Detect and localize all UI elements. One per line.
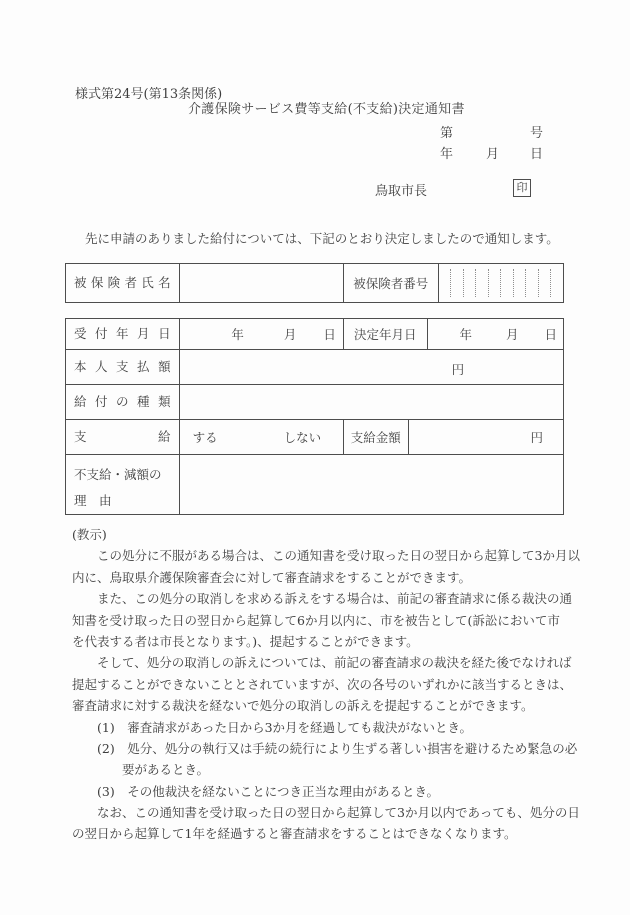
insured-name-field <box>179 264 343 302</box>
insured-number-digit-cell <box>538 269 551 297</box>
insured-number-grid <box>438 264 563 302</box>
decision-table <box>65 318 564 515</box>
payment-amount-field <box>408 420 563 454</box>
reason-row <box>66 454 563 514</box>
decision-day-label: 日 <box>544 327 557 342</box>
notice-line: 提起することができないこととされていますが、次の各号のいずれかに該当するときは、 <box>72 676 573 692</box>
notice-line: 内に、鳥取県介護保険審査会に対して審査請求をすることができます。 <box>72 569 472 585</box>
insured-name-label: 被保険者氏名 <box>74 275 171 290</box>
notice-item-1: (1) 審査請求があった日から3か月を経過しても裁決がないとき。 <box>97 719 473 735</box>
decision-year-label: 年 <box>459 327 472 342</box>
notice-item-2: (2) 処分、処分の執行又は手続の続行により生ずる著しい損害を避けるため緊急の必 <box>97 740 578 756</box>
notice-line: そして、処分の取消しの訴えについては、前記の審査請求の裁決を経た後でなければ <box>97 655 572 671</box>
insured-number-digit-cell <box>513 269 526 297</box>
reception-year-label: 年 <box>231 327 244 342</box>
insured-number-digit-cell <box>488 269 501 297</box>
payment-label: 支給 <box>74 429 171 444</box>
issuer-name: 鳥取市長 <box>375 184 428 199</box>
header-date-month-label: 月 <box>486 147 500 162</box>
notice-line: 知書を受け取った日の翌日から起算して6か月以内に、市を被告として(訴訟において市 <box>72 612 560 628</box>
reception-date-field <box>179 319 343 349</box>
reception-day-label: 日 <box>323 327 336 342</box>
insured-number-digit-cell <box>525 269 538 297</box>
self-payment-field <box>179 350 563 384</box>
notice-item-3: (3) その他裁決を経ないことにつき正当な理由があるとき。 <box>97 783 439 799</box>
reception-decision-row <box>66 319 563 349</box>
notice-line: を代表する者は市長となります。)、提起することができます。 <box>72 633 419 649</box>
header-date-year-label: 年 <box>440 147 454 162</box>
notice-line: 要があるとき。 <box>122 762 210 778</box>
benefit-type-label: 給付の種類 <box>74 394 171 409</box>
decision-date-field <box>427 319 563 349</box>
doc-number-prefix: 第 <box>440 126 454 141</box>
payment-amount-unit: 円 <box>530 430 543 445</box>
reason-label-line1: 不支給・減額の <box>74 467 162 482</box>
self-payment-row <box>66 349 563 384</box>
payment-amount-label: 支給金額 <box>343 420 408 454</box>
appeal-notice <box>72 524 580 845</box>
insured-number-digit-cell <box>439 269 451 297</box>
insured-table <box>65 263 564 303</box>
reason-field <box>179 455 563 514</box>
insured-number-digit-cell <box>550 269 563 297</box>
payment-row <box>66 419 563 454</box>
insured-number-digit-cell <box>450 269 463 297</box>
notice-line: なお、この通知書を受け取った日の翌日から起算して3か月以内であっても、処分の日 <box>97 805 580 821</box>
notice-heading: (教示) <box>72 527 107 542</box>
reception-month-label: 月 <box>283 327 297 342</box>
reception-date-label: 受付年月日 <box>74 326 171 341</box>
insured-number-label: 被保険者番号 <box>343 264 438 302</box>
reason-label <box>66 455 179 514</box>
decision-month-label: 月 <box>505 327 519 342</box>
insured-number-digit-cell <box>500 269 513 297</box>
decision-date-label: 決定年月日 <box>343 319 427 349</box>
notice-line: この処分に不服がある場合は、この通知書を受け取った日の翌日から起算して3か月以 <box>97 548 580 564</box>
notice-line: 審査請求に対する裁決を経ないで処分の取消しの訴えを提起することができます。 <box>72 698 534 714</box>
notice-line: また、この処分の取消しを求める訴えをする場合は、前記の審査請求に係る裁決の通 <box>97 591 573 607</box>
insured-number-digit-cell <box>463 269 476 297</box>
page-title: 介護保険サービス費等支給(不支給)決定通知書 <box>188 102 465 117</box>
doc-number-suffix: 号 <box>530 126 544 141</box>
benefit-type-field <box>179 385 563 419</box>
payment-options <box>179 420 343 454</box>
header-date-day-label: 日 <box>530 147 544 162</box>
benefit-type-row <box>66 384 563 419</box>
form-number: 様式第24号(第13条関係) <box>75 87 223 102</box>
self-payment-unit: 円 <box>451 362 465 377</box>
payment-option-no: しない <box>283 430 322 445</box>
payment-option-yes: する <box>192 430 218 445</box>
self-payment-label: 本人支払額 <box>74 359 171 374</box>
official-seal-placeholder: 印 <box>513 179 531 197</box>
notice-line: の翌日から起算して1年を経過すると審査請求をすることはできなくなります。 <box>72 826 517 842</box>
reason-label-line2: 理 由 <box>74 493 112 508</box>
intro-text: 先に申請のありました給付については、下記のとおり決定しましたので通知します。 <box>85 231 559 246</box>
insured-number-digit-cell <box>475 269 488 297</box>
